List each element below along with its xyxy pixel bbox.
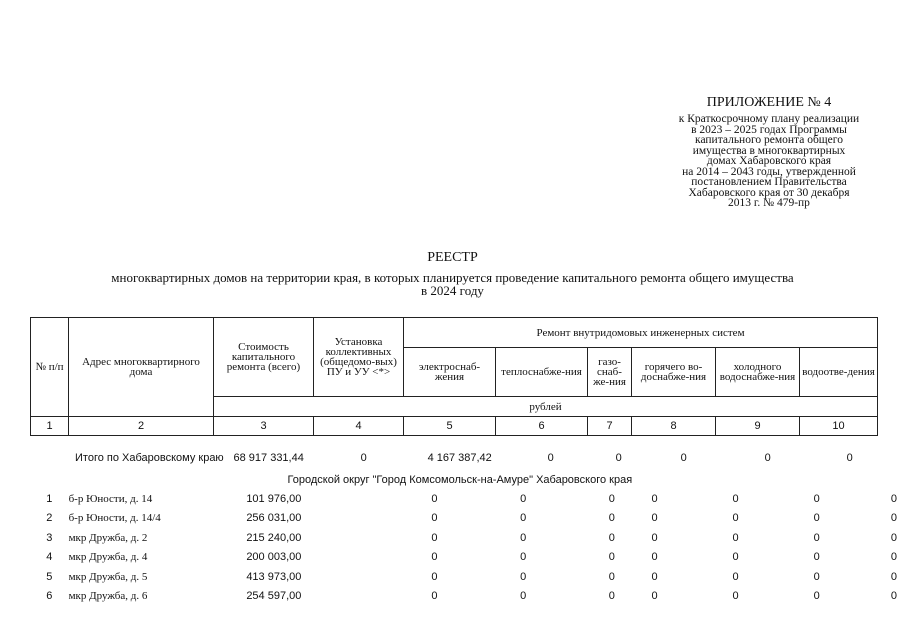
row-num: 4 bbox=[46, 551, 53, 564]
row-value: 0 bbox=[431, 570, 438, 583]
row-value: 0 bbox=[732, 551, 739, 564]
section-row bbox=[30, 470, 890, 490]
row-value: 0 bbox=[431, 590, 438, 603]
appendix-line: к Краткосрочному плану реализации bbox=[678, 113, 860, 125]
row-value: 0 bbox=[732, 570, 739, 583]
register-title: РЕЕСТР bbox=[427, 250, 478, 265]
column-number: 7 bbox=[588, 417, 632, 436]
appendix-line: Хабаровского края от 30 декабря bbox=[688, 186, 850, 199]
row-cost: 254 597,00 bbox=[246, 590, 302, 603]
header-cold-water: холодного водоснабже-ния bbox=[716, 348, 800, 397]
total-value: 0 bbox=[547, 452, 554, 464]
row-value: 0 bbox=[732, 531, 739, 544]
header-repair-group: Ремонт внутридомовых инженерных систем bbox=[404, 318, 878, 348]
row-value: 0 bbox=[813, 551, 820, 564]
appendix-line: имущества в многоквартирных bbox=[692, 144, 846, 157]
row-address: б-р Юности, д. 14/4 bbox=[68, 512, 161, 525]
row-value: 0 bbox=[732, 512, 739, 525]
row-value: 0 bbox=[608, 512, 615, 525]
row-value: 0 bbox=[813, 570, 820, 583]
row-value: 0 bbox=[813, 492, 820, 505]
register-table-header bbox=[30, 317, 878, 436]
row-value: 0 bbox=[520, 551, 527, 564]
row-value: 0 bbox=[651, 531, 658, 544]
appendix-line: капитального ремонта общего bbox=[695, 134, 843, 146]
row-address: мкр Дружба, д. 5 bbox=[68, 570, 148, 583]
row-value: 0 bbox=[431, 512, 438, 525]
table-row bbox=[30, 528, 905, 548]
row-value: 0 bbox=[813, 531, 820, 544]
table-row bbox=[30, 489, 905, 509]
total-row bbox=[30, 446, 890, 470]
total-value: 0 bbox=[615, 452, 622, 464]
row-cost: 101 976,00 bbox=[246, 492, 302, 505]
total-label: Итого по Хабаровскому краю bbox=[75, 452, 224, 464]
column-number: 3 bbox=[214, 417, 314, 436]
appendix-line: на 2014 – 2043 годы, утвержденной bbox=[682, 165, 856, 178]
row-num: 2 bbox=[46, 512, 53, 525]
row-value: 0 bbox=[608, 590, 615, 603]
row-num: 1 bbox=[46, 492, 53, 505]
appendix-title: ПРИЛОЖЕНИЕ № 4 bbox=[706, 95, 832, 110]
table-row bbox=[30, 548, 905, 568]
row-value: 0 bbox=[651, 512, 658, 525]
row-value: 0 bbox=[890, 492, 897, 505]
header-address: Адрес многоквартирного дома bbox=[69, 318, 214, 417]
row-address: б-р Юности, д. 14 bbox=[68, 492, 153, 505]
row-value: 0 bbox=[813, 590, 820, 603]
row-value: 0 bbox=[520, 492, 527, 505]
row-value: 0 bbox=[520, 531, 527, 544]
header-meters: Установка коллективных (общедомо-вых) ПУ и УУ <*> bbox=[314, 318, 404, 397]
column-number: 5 bbox=[404, 417, 496, 436]
appendix-caption bbox=[650, 114, 888, 209]
header-gas: газо-снаб-же-ния bbox=[588, 348, 632, 397]
total-value: 0 bbox=[680, 452, 687, 464]
header-heat: теплоснабже-ния bbox=[496, 348, 588, 397]
row-value: 0 bbox=[431, 551, 438, 564]
header-electric: электроснаб-жения bbox=[404, 348, 496, 397]
total-value: 0 bbox=[360, 452, 367, 464]
row-num: 3 bbox=[46, 531, 53, 544]
row-value: 0 bbox=[732, 590, 739, 603]
register-subtitle bbox=[40, 271, 865, 297]
table-row bbox=[30, 509, 905, 529]
row-value: 0 bbox=[890, 531, 897, 544]
table-row bbox=[30, 587, 905, 607]
row-value: 0 bbox=[890, 512, 897, 525]
header-num: № п/п bbox=[31, 318, 69, 417]
column-number: 10 bbox=[800, 417, 878, 436]
register-subtitle-line: в 2024 году bbox=[421, 283, 484, 298]
row-value: 0 bbox=[431, 531, 438, 544]
column-number: 2 bbox=[69, 417, 214, 436]
table-row bbox=[30, 567, 905, 587]
row-value: 0 bbox=[890, 570, 897, 583]
register-rows bbox=[30, 489, 905, 606]
total-value: 0 bbox=[764, 452, 771, 464]
column-number: 8 bbox=[632, 417, 716, 436]
appendix-line: постановлением Правительства bbox=[691, 176, 847, 188]
header-cost: Стоимость капитального ремонта (всего) bbox=[214, 318, 314, 397]
total-value: 4 167 387,42 bbox=[427, 452, 492, 464]
header-unit: рублей bbox=[214, 397, 878, 417]
row-cost: 200 003,00 bbox=[246, 551, 302, 564]
header-sewer: водоотве-дения bbox=[800, 348, 878, 397]
row-address: мкр Дружба, д. 4 bbox=[68, 551, 148, 564]
row-num: 6 bbox=[46, 590, 53, 603]
row-cost: 215 240,00 bbox=[246, 531, 302, 544]
row-value: 0 bbox=[608, 570, 615, 583]
row-value: 0 bbox=[651, 492, 658, 505]
row-num: 5 bbox=[46, 570, 53, 583]
row-value: 0 bbox=[520, 512, 527, 525]
total-value: 0 bbox=[846, 452, 853, 464]
row-value: 0 bbox=[520, 590, 527, 603]
row-address: мкр Дружба, д. 2 bbox=[68, 531, 148, 544]
appendix-line: 2013 г. № 479-пр bbox=[728, 197, 810, 209]
column-number: 4 bbox=[314, 417, 404, 436]
row-value: 0 bbox=[651, 590, 658, 603]
row-address: мкр Дружба, д. 6 bbox=[68, 590, 148, 603]
row-value: 0 bbox=[608, 492, 615, 505]
row-cost: 256 031,00 bbox=[246, 512, 302, 525]
appendix-line: в 2023 – 2025 годах Программы bbox=[691, 123, 847, 136]
column-number: 6 bbox=[496, 417, 588, 436]
total-cost: 68 917 331,44 bbox=[233, 452, 304, 464]
row-value: 0 bbox=[608, 551, 615, 564]
register-subtitle-line: многоквартирных домов на территории края, в которых планируется проведение капитального ремонта общего имущества bbox=[111, 270, 794, 285]
header-hot-water: горячего во-доснабже-ния bbox=[632, 348, 716, 397]
column-number: 1 bbox=[31, 417, 69, 436]
register-table-body bbox=[30, 446, 890, 490]
row-value: 0 bbox=[890, 590, 897, 603]
row-value: 0 bbox=[651, 551, 658, 564]
section-title: Городской округ "Город Комсомольск-на-Амуре" Хабаровского края bbox=[287, 473, 633, 486]
row-value: 0 bbox=[608, 531, 615, 544]
row-cost: 413 973,00 bbox=[246, 570, 302, 583]
row-value: 0 bbox=[651, 570, 658, 583]
row-value: 0 bbox=[732, 492, 739, 505]
appendix-line: домах Хабаровского края bbox=[706, 155, 832, 167]
row-value: 0 bbox=[813, 512, 820, 525]
row-value: 0 bbox=[890, 551, 897, 564]
row-value: 0 bbox=[520, 570, 527, 583]
row-value: 0 bbox=[431, 492, 438, 505]
column-number: 9 bbox=[716, 417, 800, 436]
